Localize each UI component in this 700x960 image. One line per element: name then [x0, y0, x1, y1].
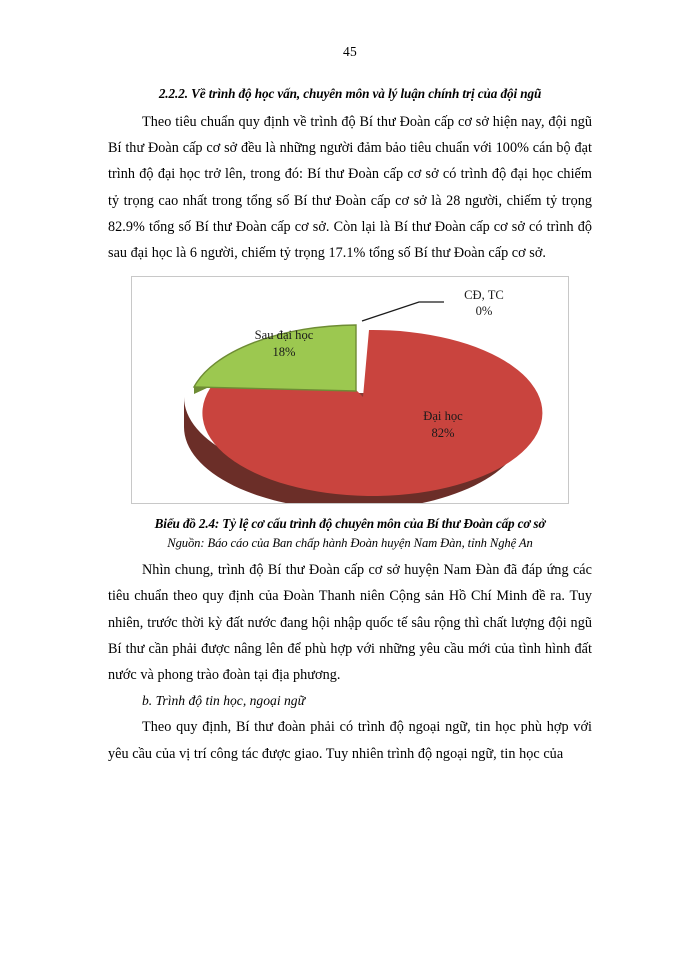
pie-chart-frame — [131, 276, 569, 504]
chart-caption: Biểu đồ 2.4: Tỷ lệ cơ cấu trình độ chuyên môn của Bí thư Đoàn cấp cơ sở — [154, 516, 546, 532]
label-cd-tc-name: CĐ, TC — [464, 288, 504, 303]
paragraph-after-chart: Nhìn chung, trình độ Bí thư Đoàn cấp cơ sở huyện Nam Đàn đã đáp ứng các tiêu chuẩn theo quy định của Đoàn Thanh niên Cộng sản Hồ Chí Minh đề ra. Tuy nhiên, trước thời kỳ đất nước đang hội nhập quốc tế sâu rộng thì chất lượng đội ngũ Bí thư cần phải được nâng lên để phù hợp với những yêu cầu mới của tình hình đất nước và phong trào đoàn tại địa phương. — [108, 562, 592, 684]
label-dai-hoc-value: 82% — [431, 426, 455, 441]
chart-block — [108, 276, 592, 551]
label-sau-dai-hoc-value: 18% — [272, 345, 296, 360]
chart-source: Nguồn: Báo cáo của Ban chấp hành Đoàn huyện Nam Đàn, tỉnh Nghệ An — [167, 536, 533, 551]
section-heading: 2.2.2. Về trình độ học vấn, chuyên môn và lý luận chính trị của đội ngũ — [158, 86, 542, 101]
paragraph-intro: Theo tiêu chuẩn quy định về trình độ Bí thư Đoàn cấp cơ sở hiện nay, đội ngũ Bí thư Đoàn cấp cơ sở đều là những người đảm bảo tiêu chuẩn với 100% cán bộ đạt trình độ đại học trở lên, trong đó: Bí thư Đoàn cấp cơ sở có trình độ đại học chiếm tỷ trọng cao nhất trong tổng số Bí thư Đoàn cấp cơ sở là 28 người, chiếm tỷ trọng 82.9% tổng số Bí thư Đoàn cấp cơ sở. Còn lại là Bí thư Đoàn cấp cơ sở có trình độ sau đại học là 6 người, chiếm tỷ trọng 17.1% tổng số Bí thư Đoàn cấp cơ sở. — [108, 114, 592, 262]
pie-chart-3d — [132, 277, 568, 503]
label-sau-dai-hoc-name: Sau đại học — [254, 328, 314, 343]
label-cd-tc-value: 0% — [475, 304, 493, 319]
page-content — [108, 86, 592, 767]
label-dai-hoc-name: Đại học — [423, 409, 463, 424]
callout-leader-line — [362, 302, 444, 321]
subheading-b: b. Trình độ tin học, ngoại ngữ — [142, 693, 305, 709]
paragraph-final: Theo quy định, Bí thư đoàn phải có trình độ ngoại ngữ, tin học phù hợp với yêu cầu của vị trí công tác được giao. Tuy nhiên trình độ ngoại ngữ, tin học của — [108, 719, 592, 762]
page-number: 45 — [343, 44, 357, 59]
